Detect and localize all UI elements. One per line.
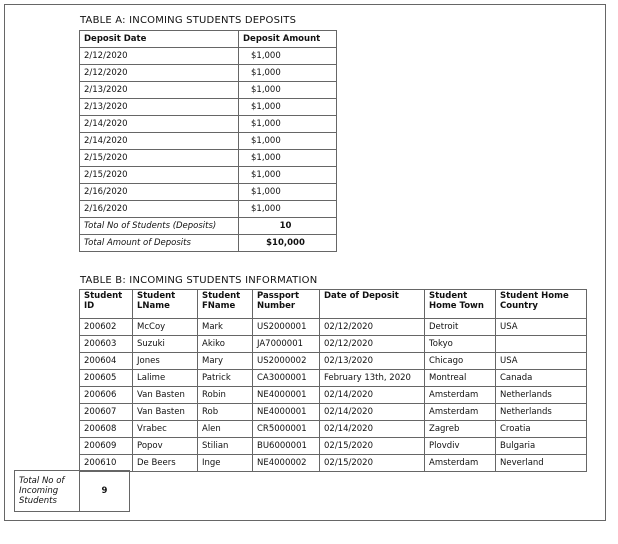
student-lname-cell: Jones — [133, 353, 198, 370]
column-header-student-lname — [133, 290, 198, 319]
deposit-date-cell: 2/13/2020 — [80, 82, 239, 99]
table-row — [80, 167, 337, 184]
date-of-deposit-cell: 02/14/2020 — [320, 404, 425, 421]
date-of-deposit-cell: 02/15/2020 — [320, 455, 425, 472]
home-town-cell: Amsterdam — [425, 404, 496, 421]
home-town-cell: Zagreb — [425, 421, 496, 438]
date-of-deposit-cell: 02/14/2020 — [320, 421, 425, 438]
student-fname-cell: Patrick — [198, 370, 253, 387]
passport-number-cell: CR5000001 — [253, 421, 320, 438]
home-country-cell: Netherlands — [496, 387, 587, 404]
deposit-date-cell: 2/16/2020 — [80, 184, 239, 201]
student-id-cell: 200605 — [80, 370, 133, 387]
table-row — [80, 82, 337, 99]
total-amount-label: Total Amount of Deposits — [80, 235, 239, 252]
column-header-line: Student — [84, 291, 123, 301]
column-header-deposit-date: Deposit Date — [80, 31, 239, 48]
table-row — [80, 65, 337, 82]
student-id-cell: 200604 — [80, 353, 133, 370]
date-of-deposit-cell: February 13th, 2020 — [320, 370, 425, 387]
home-country-cell: Canada — [496, 370, 587, 387]
home-country-cell: USA — [496, 353, 587, 370]
student-lname-cell: Van Basten — [133, 404, 198, 421]
home-town-cell: Detroit — [425, 319, 496, 336]
passport-number-cell: US2000001 — [253, 319, 320, 336]
deposit-date-cell: 2/16/2020 — [80, 201, 239, 218]
table-row — [80, 404, 587, 421]
student-fname-cell: Mary — [198, 353, 253, 370]
student-fname-cell: Akiko — [198, 336, 253, 353]
table-row — [80, 133, 337, 150]
student-id-cell: 200610 — [80, 455, 133, 472]
date-of-deposit-cell: 02/13/2020 — [320, 353, 425, 370]
table-a-title: TABLE A: INCOMING STUDENTS DEPOSITS — [80, 15, 297, 26]
column-header-line: Number — [257, 301, 296, 311]
table-row — [80, 319, 587, 336]
student-lname-cell: Vrabec — [133, 421, 198, 438]
home-town-cell: Montreal — [425, 370, 496, 387]
student-id-cell: 200603 — [80, 336, 133, 353]
column-header-line: Home Town — [429, 301, 484, 311]
passport-number-cell: NE4000002 — [253, 455, 320, 472]
table-header-row — [80, 31, 337, 48]
deposit-date-cell: 2/14/2020 — [80, 116, 239, 133]
column-header-line: Country — [500, 301, 538, 311]
table-row — [80, 99, 337, 116]
table-row — [80, 116, 337, 133]
home-country-cell: Neverland — [496, 455, 587, 472]
deposit-date-cell: 2/14/2020 — [80, 133, 239, 150]
home-country-cell: USA — [496, 319, 587, 336]
student-fname-cell: Stilian — [198, 438, 253, 455]
deposit-amount-cell: $1,000 — [239, 167, 337, 184]
student-fname-cell: Rob — [198, 404, 253, 421]
student-id-cell: 200602 — [80, 319, 133, 336]
column-header-line — [324, 301, 420, 311]
passport-number-cell: BU6000001 — [253, 438, 320, 455]
student-fname-cell: Alen — [198, 421, 253, 438]
home-country-cell: Croatia — [496, 421, 587, 438]
table-header-row — [80, 290, 587, 319]
column-header-home-country — [496, 290, 587, 319]
table-row — [80, 387, 587, 404]
deposit-amount-cell: $1,000 — [239, 116, 337, 133]
column-header-line: Passport — [257, 291, 300, 301]
column-header-deposit-amount: Deposit Amount — [239, 31, 337, 48]
student-id-cell: 200607 — [80, 404, 133, 421]
deposit-amount-cell: $1,000 — [239, 201, 337, 218]
column-header-line: Student — [137, 291, 176, 301]
column-header-line: Date of Deposit — [324, 291, 399, 301]
home-town-cell: Plovdiv — [425, 438, 496, 455]
home-town-cell: Tokyo — [425, 336, 496, 353]
date-of-deposit-cell: 02/12/2020 — [320, 336, 425, 353]
student-lname-cell: Lalime — [133, 370, 198, 387]
student-lname-cell: Van Basten — [133, 387, 198, 404]
passport-number-cell: NE4000001 — [253, 387, 320, 404]
date-of-deposit-cell: 02/14/2020 — [320, 387, 425, 404]
deposit-amount-cell: $1,000 — [239, 65, 337, 82]
table-row — [80, 201, 337, 218]
table-row — [80, 438, 587, 455]
deposit-date-cell: 2/13/2020 — [80, 99, 239, 116]
passport-number-cell: NE4000001 — [253, 404, 320, 421]
column-header-passport-number — [253, 290, 320, 319]
column-header-line: ID — [84, 301, 95, 311]
deposit-date-cell: 2/12/2020 — [80, 65, 239, 82]
passport-number-cell: JA7000001 — [253, 336, 320, 353]
student-lname-cell: Popov — [133, 438, 198, 455]
table-row — [80, 353, 587, 370]
table-row — [80, 184, 337, 201]
total-incoming-box — [14, 470, 130, 512]
deposit-amount-cell: $1,000 — [239, 150, 337, 167]
date-of-deposit-cell: 02/12/2020 — [320, 319, 425, 336]
column-header-student-fname — [198, 290, 253, 319]
total-incoming-value: 9 — [80, 471, 130, 512]
column-header-home-town — [425, 290, 496, 319]
students-info-table — [79, 289, 587, 472]
student-fname-cell: Robin — [198, 387, 253, 404]
student-fname-cell: Mark — [198, 319, 253, 336]
total-students-label: Total No of Students (Deposits) — [80, 218, 239, 235]
column-header-line: LName — [137, 301, 170, 311]
table-row — [80, 336, 587, 353]
date-of-deposit-cell: 02/15/2020 — [320, 438, 425, 455]
student-id-cell: 200608 — [80, 421, 133, 438]
deposit-amount-cell: $1,000 — [239, 82, 337, 99]
deposit-amount-cell: $1,000 — [239, 99, 337, 116]
home-country-cell: Bulgaria — [496, 438, 587, 455]
column-header-student-id — [80, 290, 133, 319]
table-row — [80, 421, 587, 438]
table-b-title: TABLE B: INCOMING STUDENTS INFORMATION — [80, 275, 318, 286]
total-incoming-label: Total No of Incoming Students — [15, 471, 80, 512]
column-header-line: Student — [429, 291, 468, 301]
table-row — [80, 370, 587, 387]
deposit-amount-cell: $1,000 — [239, 133, 337, 150]
table-row — [80, 455, 587, 472]
deposit-date-cell: 2/12/2020 — [80, 48, 239, 65]
column-header-date-of-deposit — [320, 290, 425, 319]
column-header-line: Student Home — [500, 291, 569, 301]
home-town-cell: Amsterdam — [425, 387, 496, 404]
total-students-value: 10 — [239, 218, 337, 235]
home-country-cell — [496, 336, 587, 353]
student-id-cell: 200609 — [80, 438, 133, 455]
column-header-line: Student — [202, 291, 241, 301]
total-students-row — [80, 218, 337, 235]
column-header-line: FName — [202, 301, 236, 311]
table-row — [80, 150, 337, 167]
student-id-cell: 200606 — [80, 387, 133, 404]
deposit-amount-cell: $1,000 — [239, 48, 337, 65]
deposit-date-cell: 2/15/2020 — [80, 167, 239, 184]
deposits-table — [79, 30, 337, 252]
passport-number-cell: US2000002 — [253, 353, 320, 370]
student-lname-cell: De Beers — [133, 455, 198, 472]
home-town-cell: Amsterdam — [425, 455, 496, 472]
student-lname-cell: McCoy — [133, 319, 198, 336]
student-fname-cell: Inge — [198, 455, 253, 472]
home-country-cell: Netherlands — [496, 404, 587, 421]
total-amount-value: $10,000 — [239, 235, 337, 252]
passport-number-cell: CA3000001 — [253, 370, 320, 387]
student-lname-cell: Suzuki — [133, 336, 198, 353]
deposit-date-cell: 2/15/2020 — [80, 150, 239, 167]
total-amount-row — [80, 235, 337, 252]
deposit-amount-cell: $1,000 — [239, 184, 337, 201]
home-town-cell: Chicago — [425, 353, 496, 370]
table-row — [80, 48, 337, 65]
